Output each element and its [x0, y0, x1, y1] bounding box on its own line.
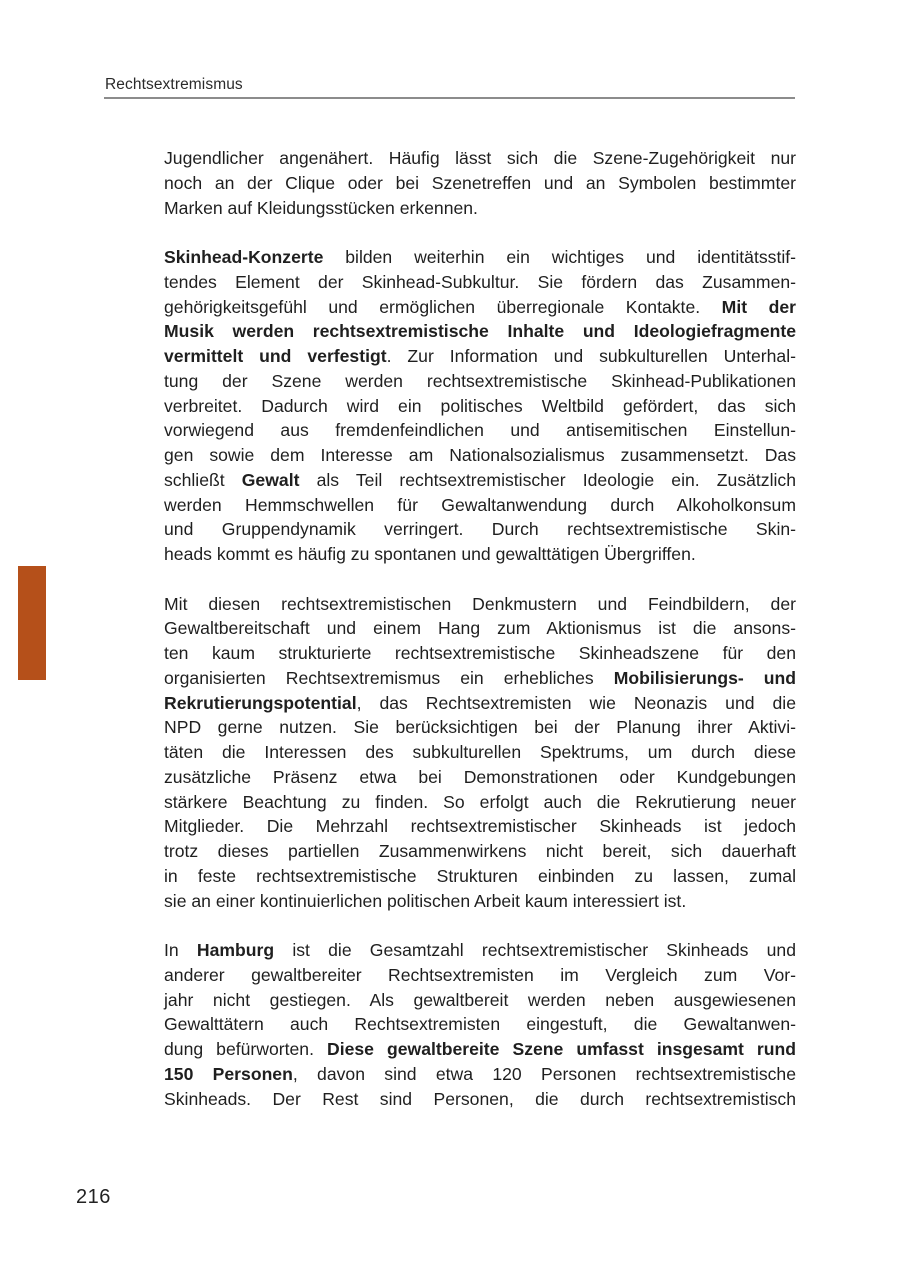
text-run: vorwiegend aus fremdenfeindlichen und antisemitischen Einstellun-	[164, 420, 796, 441]
text-run: organisierten Rechtsextremismus ein erhebliches	[164, 667, 614, 688]
text-line	[164, 616, 796, 641]
text-line	[164, 864, 796, 889]
text-line	[164, 468, 796, 493]
text-line	[164, 394, 796, 419]
running-header-title: Rechtsextremismus	[105, 76, 243, 93]
text-run: Gewalttätern auch Rechtsextremisten eingestuft, die Gewaltanwen-	[164, 1014, 796, 1035]
text-line	[164, 814, 796, 839]
text-line	[164, 691, 796, 716]
text-run: jahr nicht gestiegen. Als gewaltbereit werden neben ausgewiesenen	[164, 989, 796, 1010]
emphasis-text: Hamburg	[196, 940, 275, 960]
text-run: tung der Szene werden rechtsextremistische Skinhead-Publikationen	[164, 370, 796, 391]
text-run: noch an der Clique oder bei Szenetreffen und an Symbolen bestimmter	[164, 172, 796, 193]
text-line	[164, 740, 796, 765]
text-run: gehörigkeitsgefühl und ermöglichen überregionale Kontakte.	[164, 296, 722, 317]
text-run: tendes Element der Skinhead-Subkultur. Sie fördern das Zusammen-	[164, 271, 796, 292]
text-run: trotz dieses partiellen Zusammenwirkens nicht bereit, sich dauerhaft	[164, 841, 796, 861]
text-run: ten kaum strukturierte rechtsextremistische Skinheadszene für den	[164, 643, 796, 663]
text-line	[164, 245, 796, 270]
text-line	[164, 641, 796, 666]
text-run: stärkere Beachtung zu finden. So erfolgt auch die Rekrutierung neuer	[164, 791, 796, 812]
text-run: sie an einer kontinuierlichen politischen Arbeit kaum interessiert ist.	[164, 890, 687, 911]
text-line	[164, 790, 796, 815]
paragraph	[164, 938, 796, 1111]
text-run: Jugendlicher angenähert. Häufig lässt sich die Szene-Zugehörigkeit nur	[164, 148, 796, 168]
text-run: Mitglieder. Die Mehrzahl rechtsextremistischer Skinheads ist jedoch	[164, 816, 796, 837]
text-line	[164, 517, 796, 542]
text-line	[164, 196, 796, 221]
text-run: In	[164, 940, 197, 960]
text-line	[164, 418, 796, 443]
text-line	[164, 666, 796, 691]
text-run: als Teil rechtsextremistischer Ideologie ein. Zusätzlich	[299, 469, 796, 490]
emphasis-text: Gewalt	[241, 469, 300, 490]
text-line	[164, 270, 796, 295]
text-run: anderer gewaltbereiter Rechtsextremisten im Vergleich zum Vor-	[164, 964, 796, 985]
text-line	[164, 889, 796, 914]
text-run: , das Rechtsextremisten wie Neonazis und die	[356, 692, 796, 713]
text-line	[164, 171, 796, 196]
text-line	[164, 938, 796, 963]
text-line	[164, 988, 796, 1013]
text-run: dung befürworten.	[164, 1039, 328, 1059]
text-run: zusätzliche Präsenz etwa bei Demonstrationen oder Kundgebungen	[164, 766, 796, 787]
text-line	[164, 765, 796, 790]
text-line	[164, 1062, 796, 1087]
page-number: 216	[76, 1186, 111, 1208]
text-line	[164, 1087, 796, 1112]
paragraph	[164, 146, 796, 220]
text-run: heads kommt es häufig zu spontanen und gewalttätigen Übergriffen.	[164, 544, 696, 564]
text-run: , davon sind etwa 120 Personen rechtsextremistische	[292, 1063, 796, 1084]
text-line	[164, 146, 796, 171]
text-run: Skinheads. Der Rest sind Personen, die durch rechtsextremistisch	[164, 1088, 796, 1109]
text-line	[164, 963, 796, 988]
text-line	[164, 1037, 796, 1062]
body-text	[164, 146, 796, 1136]
emphasis-text: Mobilisierungs- und	[613, 667, 796, 688]
text-line	[164, 1012, 796, 1037]
text-run: werden Hemmschwellen für Gewaltanwendung durch Alkoholkonsum	[164, 494, 796, 515]
text-run: bilden weiterhin ein wichtiges und identitätsstif-	[323, 247, 796, 267]
emphasis-text: Musik werden rechtsextremistische Inhalte und Ideologiefragmente	[164, 321, 796, 342]
text-line	[164, 493, 796, 518]
text-run: Gewaltbereitschaft und einem Hang zum Aktionismus ist die ansons-	[164, 618, 796, 639]
emphasis-text: Diese gewaltbereite Szene umfasst insgesamt rund	[327, 1039, 796, 1059]
emphasis-text: Skinhead-Konzerte	[164, 247, 324, 267]
emphasis-text: Rekrutierungspotential	[164, 692, 357, 713]
emphasis-text: vermittelt und verfestigt	[164, 346, 387, 366]
emphasis-text: Mit der	[721, 296, 797, 317]
header-divider	[104, 97, 795, 99]
text-line	[164, 443, 796, 468]
text-run: NPD gerne nutzen. Sie berücksichtigen bei der Planung ihrer Aktivi-	[164, 717, 796, 738]
text-run: verbreitet. Dadurch wird ein politisches Weltbild gefördert, das sich	[164, 395, 796, 416]
text-run: und Gruppendynamik verringert. Durch rechtsextremistische Skin-	[164, 519, 796, 540]
paragraph	[164, 592, 796, 914]
emphasis-text: 150 Personen	[164, 1063, 293, 1084]
text-run: . Zur Information und subkulturellen Unterhal-	[386, 346, 796, 366]
text-run: in feste rechtsextremistische Strukturen einbinden zu lassen, zumal	[164, 865, 796, 886]
text-line	[164, 839, 796, 864]
text-line	[164, 542, 796, 567]
chapter-side-tab	[18, 566, 46, 680]
text-run: Marken auf Kleidungsstücken erkennen.	[164, 197, 478, 218]
text-run: täten die Interessen des subkulturellen Spektrums, um durch diese	[164, 742, 796, 762]
text-line	[164, 592, 796, 617]
text-line	[164, 319, 796, 344]
text-run: Mit diesen rechtsextremistischen Denkmustern und Feindbildern, der	[164, 593, 796, 614]
text-run: ist die Gesamtzahl rechtsextremistischer Skinheads und	[274, 940, 797, 960]
text-line	[164, 715, 796, 740]
text-line	[164, 344, 796, 369]
text-line	[164, 369, 796, 394]
text-run: schließt	[164, 469, 242, 490]
paragraph	[164, 245, 796, 567]
text-run: gen sowie dem Interesse am Nationalsozialismus zusammensetzt. Das	[164, 445, 796, 465]
text-line	[164, 295, 796, 320]
